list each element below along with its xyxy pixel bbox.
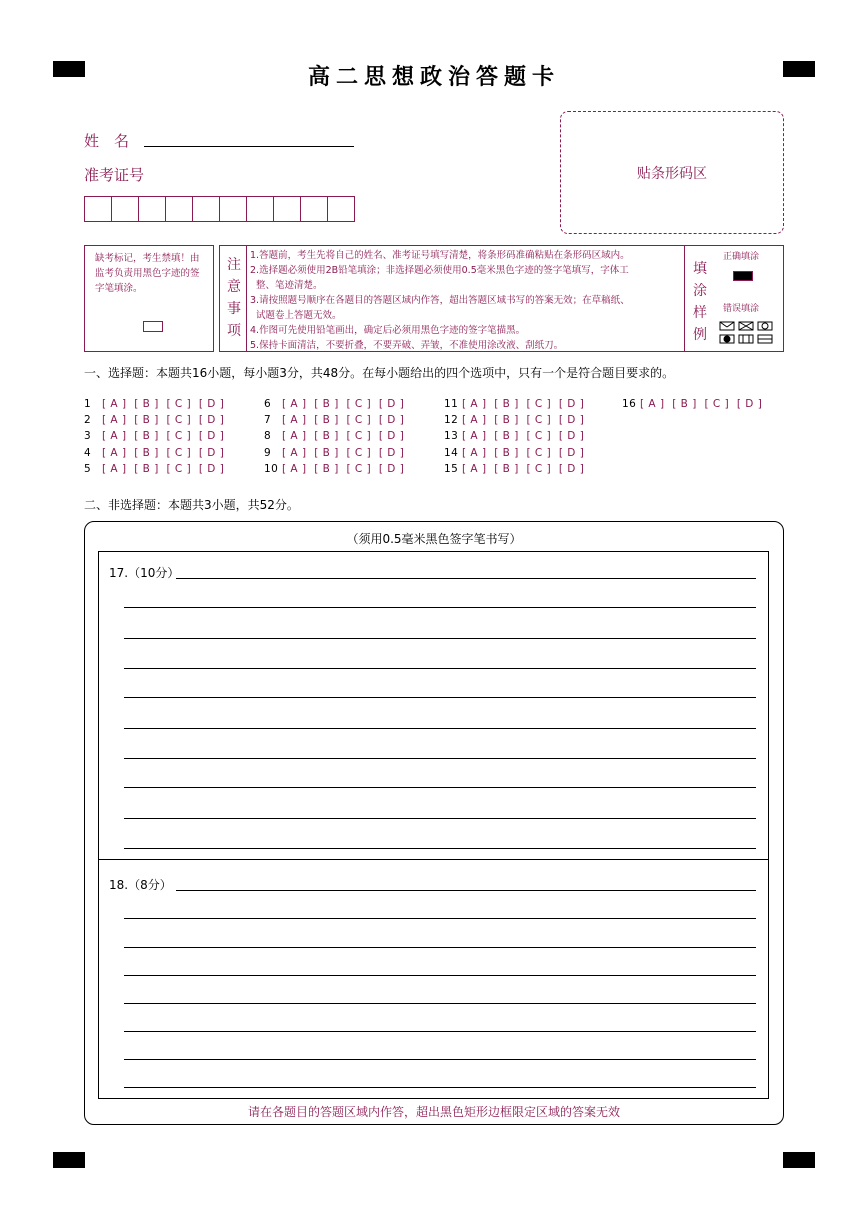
mcq-number: 16 [622, 398, 637, 410]
mcq-question[interactable] [84, 463, 224, 475]
mcq-options[interactable]: [ A ] [ B ] [ C ] [ D ] [282, 398, 405, 410]
answer-line[interactable] [124, 918, 756, 919]
answer-frame [98, 551, 769, 1099]
exam-id-grid[interactable] [84, 196, 355, 222]
mcq-number: 5 [84, 463, 92, 475]
mcq-question[interactable] [444, 430, 584, 442]
mcq-question[interactable] [622, 398, 762, 410]
answer-line[interactable] [124, 607, 756, 608]
answer-line[interactable] [176, 578, 756, 579]
mcq-number: 11 [444, 398, 459, 410]
mcq-number: 7 [264, 414, 272, 426]
mcq-question[interactable] [264, 430, 404, 442]
mcq-number: 15 [444, 463, 459, 475]
absent-mark-box [84, 245, 214, 352]
mcq-number: 13 [444, 430, 459, 442]
writing-instruction: （须用0.5毫米黑色签字笔书写） [346, 532, 522, 546]
id-cell[interactable] [301, 197, 328, 221]
section1-title: 一、选择题：本题共16小题，每小题3分，共48分。在每小题给出的四个选项中，只有一个是符合题目要求的。 [84, 366, 675, 380]
wrong-fill-label: 错误填涂 [723, 304, 760, 314]
mcq-question[interactable] [84, 414, 224, 426]
note-item: 1.答题前，考生先将自己的姓名、准考证号填写清楚，将条形码准确粘贴在条形码区域内。 [250, 250, 630, 261]
note-item: 整、笔迹清楚。 [250, 280, 323, 291]
answer-line[interactable] [124, 1059, 756, 1060]
mcq-options[interactable]: [ A ] [ B ] [ C ] [ D ] [282, 414, 405, 426]
mcq-number: 8 [264, 430, 272, 442]
answer-line[interactable] [124, 947, 756, 948]
id-cell[interactable] [112, 197, 139, 221]
answer-line[interactable] [124, 1087, 756, 1088]
barcode-area [560, 111, 784, 234]
mcq-number: 4 [84, 447, 92, 459]
id-cell[interactable] [85, 197, 112, 221]
answer-line[interactable] [124, 975, 756, 976]
mcq-options[interactable]: [ A ] [ B ] [ C ] [ D ] [102, 447, 225, 459]
note-item: 2.选择题必须使用2B铅笔填涂；非选择题必须使用0.5毫米黑色字迹的签字笔填写，字体工 [250, 265, 629, 276]
mcq-options[interactable]: [ A ] [ B ] [ C ] [ D ] [462, 430, 585, 442]
wrong-fill-samples [718, 320, 778, 346]
mcq-question[interactable] [264, 447, 404, 459]
id-cell[interactable] [166, 197, 193, 221]
mcq-options[interactable]: [ A ] [ B ] [ C ] [ D ] [462, 414, 585, 426]
mcq-number: 10 [264, 463, 279, 475]
answer-line[interactable] [124, 758, 756, 759]
answer-line[interactable] [176, 890, 756, 891]
fill-example-heading: 填涂样例 [693, 261, 707, 343]
answer-line[interactable] [124, 1003, 756, 1004]
notes-list [250, 248, 680, 353]
mcq-options[interactable]: [ A ] [ B ] [ C ] [ D ] [282, 463, 405, 475]
mcq-question[interactable] [444, 447, 584, 459]
mcq-options[interactable]: [ A ] [ B ] [ C ] [ D ] [102, 463, 225, 475]
mcq-question[interactable] [444, 463, 584, 475]
mcq-options[interactable]: [ A ] [ B ] [ C ] [ D ] [462, 447, 585, 459]
correct-fill-sample [733, 271, 753, 281]
mcq-options[interactable]: [ A ] [ B ] [ C ] [ D ] [102, 414, 225, 426]
mcq-options[interactable]: [ A ] [ B ] [ C ] [ D ] [282, 447, 405, 459]
answer-line[interactable] [124, 1031, 756, 1032]
mcq-options[interactable]: [ A ] [ B ] [ C ] [ D ] [282, 430, 405, 442]
alignment-marker-bottom-right [783, 1152, 815, 1168]
mcq-question[interactable] [444, 398, 584, 410]
mcq-options[interactable]: [ A ] [ B ] [ C ] [ D ] [462, 398, 585, 410]
exam-id-label: 准考证号 [84, 166, 145, 184]
mcq-question[interactable] [444, 414, 584, 426]
id-cell[interactable] [247, 197, 274, 221]
id-cell[interactable] [220, 197, 247, 221]
absent-mark-text: 缺考标记，考生禁填！由监考负责用黑色字迹的签字笔填涂。 [95, 253, 200, 294]
answer-line[interactable] [124, 848, 756, 849]
mcq-number: 3 [84, 430, 92, 442]
note-item: 5.保持卡面清洁，不要折叠，不要弄破、弄皱，不准使用涂改液、刮纸刀。 [250, 340, 564, 351]
notes-box [219, 245, 784, 352]
mcq-options[interactable]: [ A ] [ B ] [ C ] [ D ] [102, 398, 225, 410]
alignment-marker-bottom-left [53, 1152, 85, 1168]
mcq-question[interactable] [84, 447, 224, 459]
answer-line[interactable] [124, 818, 756, 819]
mcq-options[interactable]: [ A ] [ B ] [ C ] [ D ] [462, 463, 585, 475]
question-18-label: 18.（8分） [109, 878, 172, 892]
mcq-number: 6 [264, 398, 272, 410]
section2-title: 二、非选择题：本题共3小题，共52分。 [84, 498, 299, 512]
fill-example-divider [684, 246, 685, 351]
name-label: 姓 名 [84, 132, 130, 150]
question-divider [98, 859, 768, 860]
question-17-label: 17.（10分） [109, 566, 180, 580]
answer-line[interactable] [124, 668, 756, 669]
note-item: 4.作图可先使用铅笔画出，确定后必须用黑色字迹的签字笔描黑。 [250, 325, 526, 336]
answer-line[interactable] [124, 638, 756, 639]
note-item: 试题卷上答题无效。 [250, 310, 342, 321]
note-item: 3.请按照题号顺序在各题目的答题区域内作答，超出答题区域书写的答案无效；在草稿纸、 [250, 295, 630, 306]
mcq-question[interactable] [84, 430, 224, 442]
mcq-question[interactable] [264, 414, 404, 426]
mcq-question[interactable] [264, 463, 404, 475]
id-cell[interactable] [193, 197, 220, 221]
mcq-question[interactable] [84, 398, 224, 410]
absent-mark-checkbox[interactable] [143, 321, 163, 332]
answer-area-footer: 请在各题目的答题区域内作答，超出黑色矩形边框限定区域的答案无效 [247, 1105, 620, 1119]
notes-heading: 注意事项 [227, 257, 241, 339]
id-cell[interactable] [139, 197, 166, 221]
id-cell[interactable] [328, 197, 354, 221]
id-cell[interactable] [274, 197, 301, 221]
mcq-options[interactable]: [ A ] [ B ] [ C ] [ D ] [640, 398, 763, 410]
name-field[interactable] [144, 146, 354, 147]
page-title: 高二思想政治答题卡 [307, 65, 560, 90]
mcq-number: 12 [444, 414, 459, 426]
answer-line[interactable] [124, 787, 756, 788]
mcq-question[interactable] [264, 398, 404, 410]
barcode-label: 贴条形码区 [637, 165, 707, 182]
mcq-options[interactable]: [ A ] [ B ] [ C ] [ D ] [102, 430, 225, 442]
mcq-number: 14 [444, 447, 459, 459]
correct-fill-label: 正确填涂 [723, 252, 760, 262]
mcq-number: 2 [84, 414, 92, 426]
answer-line[interactable] [124, 728, 756, 729]
notes-divider [246, 246, 247, 351]
mcq-number: 9 [264, 447, 272, 459]
answer-line[interactable] [124, 697, 756, 698]
mcq-number: 1 [84, 398, 92, 410]
